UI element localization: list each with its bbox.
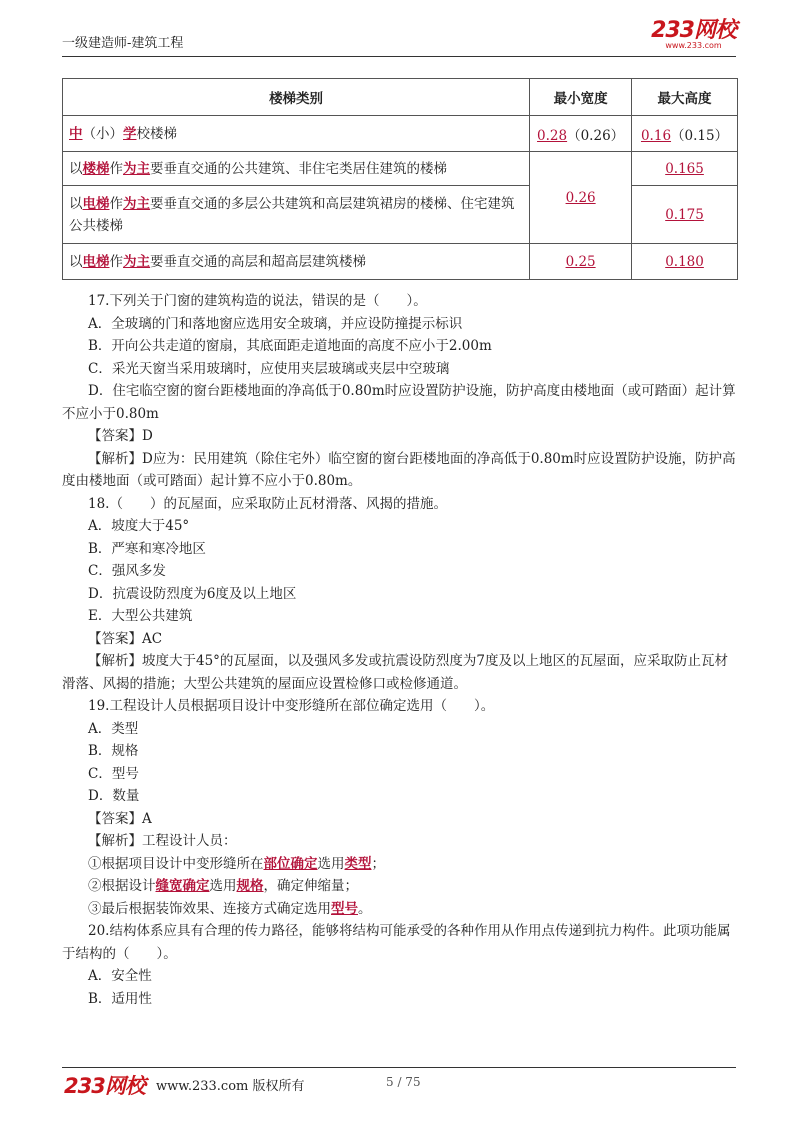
header-stair-type: 楼梯类别 [63, 79, 530, 116]
analysis-point-2: ②根据设计缝宽确定选用规格，确定伸缩量； [88, 878, 358, 894]
question-stem-18: 18.（ ）的瓦屋面，应采取防止瓦材滑落、风揭的措施。 [88, 495, 447, 512]
stair-type-cell: 以电梯作为主要垂直交通的多层公共建筑和高层建筑裙房的楼梯、住宅建筑公共楼梯 [63, 186, 530, 244]
option-e: E．大型公共建筑 [88, 608, 193, 624]
answer-19: 【答案】A [88, 810, 152, 827]
page-number: 5 / 75 [386, 1075, 421, 1089]
option-a: A．全玻璃的门和落地窗应选用安全玻璃，并应设防撞提示标识 [88, 315, 463, 332]
header-divider [62, 56, 736, 57]
answer-17: 【答案】D [88, 428, 153, 444]
table-row [63, 116, 738, 152]
logo-text: 233网校 [651, 18, 736, 43]
header-min-width: 最小宽度 [530, 79, 632, 116]
option-b: B．规格 [88, 743, 139, 759]
stair-type-cell: 以电梯作为主要垂直交通的高层和超高层建筑楼梯 [63, 244, 530, 280]
analysis-point-3: ③最后根据装饰效果、连接方式确定选用型号。 [88, 900, 372, 917]
shared-min-width-cell: 0.26 [530, 152, 632, 244]
option-b: B．适用性 [88, 990, 152, 1007]
table-row [63, 186, 738, 244]
question-body [62, 290, 738, 1010]
max-height-cell: 0.175 [632, 186, 738, 244]
max-height-cell: 0.16（0.15） [632, 116, 738, 152]
footer-logo: 233网校 [64, 1074, 145, 1098]
brand-logo [651, 20, 736, 50]
question-stem-17: 17.下列关于门窗的建筑构造的说法，错误的是（ ）。 [88, 293, 427, 309]
stair-type-cell: 中（小）学校楼梯 [63, 116, 530, 152]
question-stem-19: 19.工程设计人员根据项目设计中变形缝所在部位确定选用（ ）。 [88, 698, 495, 714]
table-row [63, 244, 738, 280]
min-width-cell: 0.25 [530, 244, 632, 280]
analysis-point-1: ①根据项目设计中变形缝所在部位确定选用类型； [88, 855, 385, 872]
option-d: D．数量 [88, 788, 140, 804]
answer-18: 【答案】AC [88, 630, 163, 647]
analysis-18: 【解析】坡度大于45°的瓦屋面，以及强风多发或抗震设防烈度为7度及以上地区的瓦屋面，应采取防止瓦材滑落、风揭的措施；大型公共建筑的屋面应设置检修口或检修通道。 [62, 653, 729, 692]
document-header-title: 一级建造师-建筑工程 [62, 36, 184, 51]
option-b: B．严寒和寒冷地区 [88, 540, 206, 557]
table-row [63, 152, 738, 186]
footer-divider [62, 1067, 736, 1068]
question-stem-20: 20.结构体系应具有合理的传力路径，能够将结构可能承受的各种作用从作用点传递到抗力构件。此项功能属于结构的（ ）。 [62, 923, 731, 962]
option-d: D．住宅临空窗的窗台距楼地面的净高低于0.80m时应设置防护设施，防护高度由楼地面（或可踏面）起计算不应小于0.80m [62, 383, 736, 422]
logo-url: www.233.com [665, 41, 722, 50]
option-c: C．型号 [88, 765, 139, 782]
max-height-cell: 0.165 [632, 152, 738, 186]
option-c: C．采光天窗当采用玻璃时，应使用夹层玻璃或夹层中空玻璃 [88, 360, 450, 377]
stair-dimension-table [62, 78, 738, 280]
option-a: A．坡度大于45° [88, 518, 190, 534]
option-a: A．类型 [88, 720, 139, 737]
option-a: A．安全性 [88, 968, 152, 984]
option-d: D．抗震设防烈度为6度及以上地区 [88, 585, 297, 602]
table-header-row [63, 79, 738, 116]
min-width-cell: 0.28（0.26） [530, 116, 632, 152]
max-height-cell: 0.180 [632, 244, 738, 280]
option-c: C．强风多发 [88, 563, 166, 579]
option-b: B．开向公共走道的窗扇，其底面距走道地面的高度不应小于2.00m [88, 338, 492, 354]
footer-copyright: www.233.com 版权所有 [156, 1079, 305, 1094]
stair-type-cell: 以楼梯作为主要垂直交通的公共建筑、非住宅类居住建筑的楼梯 [63, 152, 530, 186]
header-max-height: 最大高度 [632, 79, 738, 116]
analysis-19: 【解析】工程设计人员： [88, 833, 237, 849]
analysis-17: 【解析】D应为：民用建筑（除住宅外）临空窗的窗台距楼地面的净高低于0.80m时应设置防护设施，防护高度由楼地面（或可踏面）起计算不应小于0.80m。 [62, 450, 736, 489]
